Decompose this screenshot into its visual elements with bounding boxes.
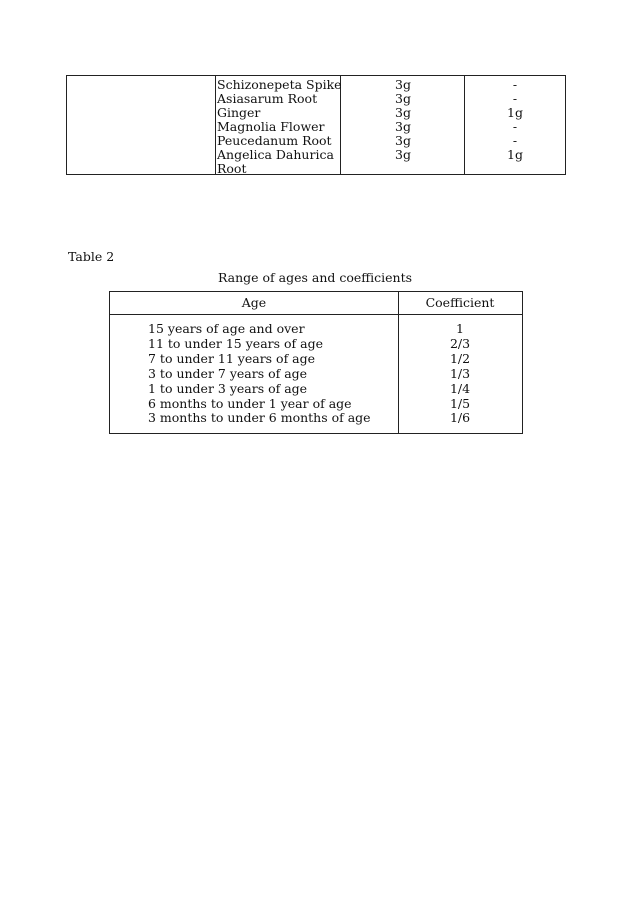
herb-amount-b: 1g	[507, 147, 523, 162]
age-column	[148, 322, 371, 426]
herb-name: Ginger	[217, 105, 261, 120]
coefficient-value: 1/3	[449, 365, 471, 381]
herb-amount-a: 3g	[395, 105, 411, 120]
table-2-caption: Range of ages and coefficients	[217, 270, 413, 285]
age-range: 1 to under 3 years of age	[148, 380, 308, 396]
age-column-header: Age	[241, 295, 267, 310]
age-range: 3 months to under 6 months of age	[148, 410, 371, 426]
coefficient-column	[398, 322, 522, 426]
herb-amount-a: 3g	[395, 147, 411, 162]
table-2-header-rule	[110, 314, 522, 315]
herb-amount-b: -	[512, 133, 518, 148]
age-range: 11 to under 15 years of age	[148, 335, 323, 351]
age-range: 3 to under 7 years of age	[148, 365, 308, 381]
herb-name: Magnolia Flower	[217, 119, 325, 134]
herb-table-divider-1	[215, 76, 216, 174]
coefficient-column-header: Coefficient	[425, 295, 495, 310]
coefficient-value: 1/6	[449, 410, 471, 426]
coefficient-value: 2/3	[449, 335, 471, 351]
herb-amount-b: -	[512, 119, 518, 134]
herb-amount-a: 3g	[395, 119, 411, 134]
herb-name: Peucedanum Root	[217, 133, 332, 148]
herb-name: Schizonepeta Spike	[217, 77, 342, 92]
herb-amount-b: -	[512, 77, 518, 92]
herb-amount-b-column	[465, 78, 565, 162]
age-range: 7 to under 11 years of age	[148, 350, 316, 366]
table-2-label: Table 2	[68, 249, 115, 264]
coefficient-value: 1/5	[449, 395, 471, 411]
age-coefficient-table	[109, 291, 523, 434]
herb-name-column	[217, 78, 342, 176]
herb-name: Asiasarum Root	[217, 91, 318, 106]
herb-amount-a-column	[341, 78, 465, 162]
age-range: 15 years of age and over	[148, 321, 305, 336]
herb-amount-b: 1g	[507, 105, 523, 120]
coefficient-value: 1/4	[449, 380, 471, 396]
herb-amount-a: 3g	[395, 77, 411, 92]
herb-amount-b: -	[512, 91, 518, 106]
herb-amount-a: 3g	[395, 91, 411, 106]
herb-amount-a: 3g	[395, 133, 411, 148]
coefficient-value: 1/2	[449, 350, 471, 366]
age-range: 6 months to under 1 year of age	[148, 395, 352, 411]
herb-name: Angelica Dahurica Root	[217, 147, 334, 176]
herb-table	[66, 75, 566, 175]
coefficient-value: 1	[456, 321, 464, 336]
